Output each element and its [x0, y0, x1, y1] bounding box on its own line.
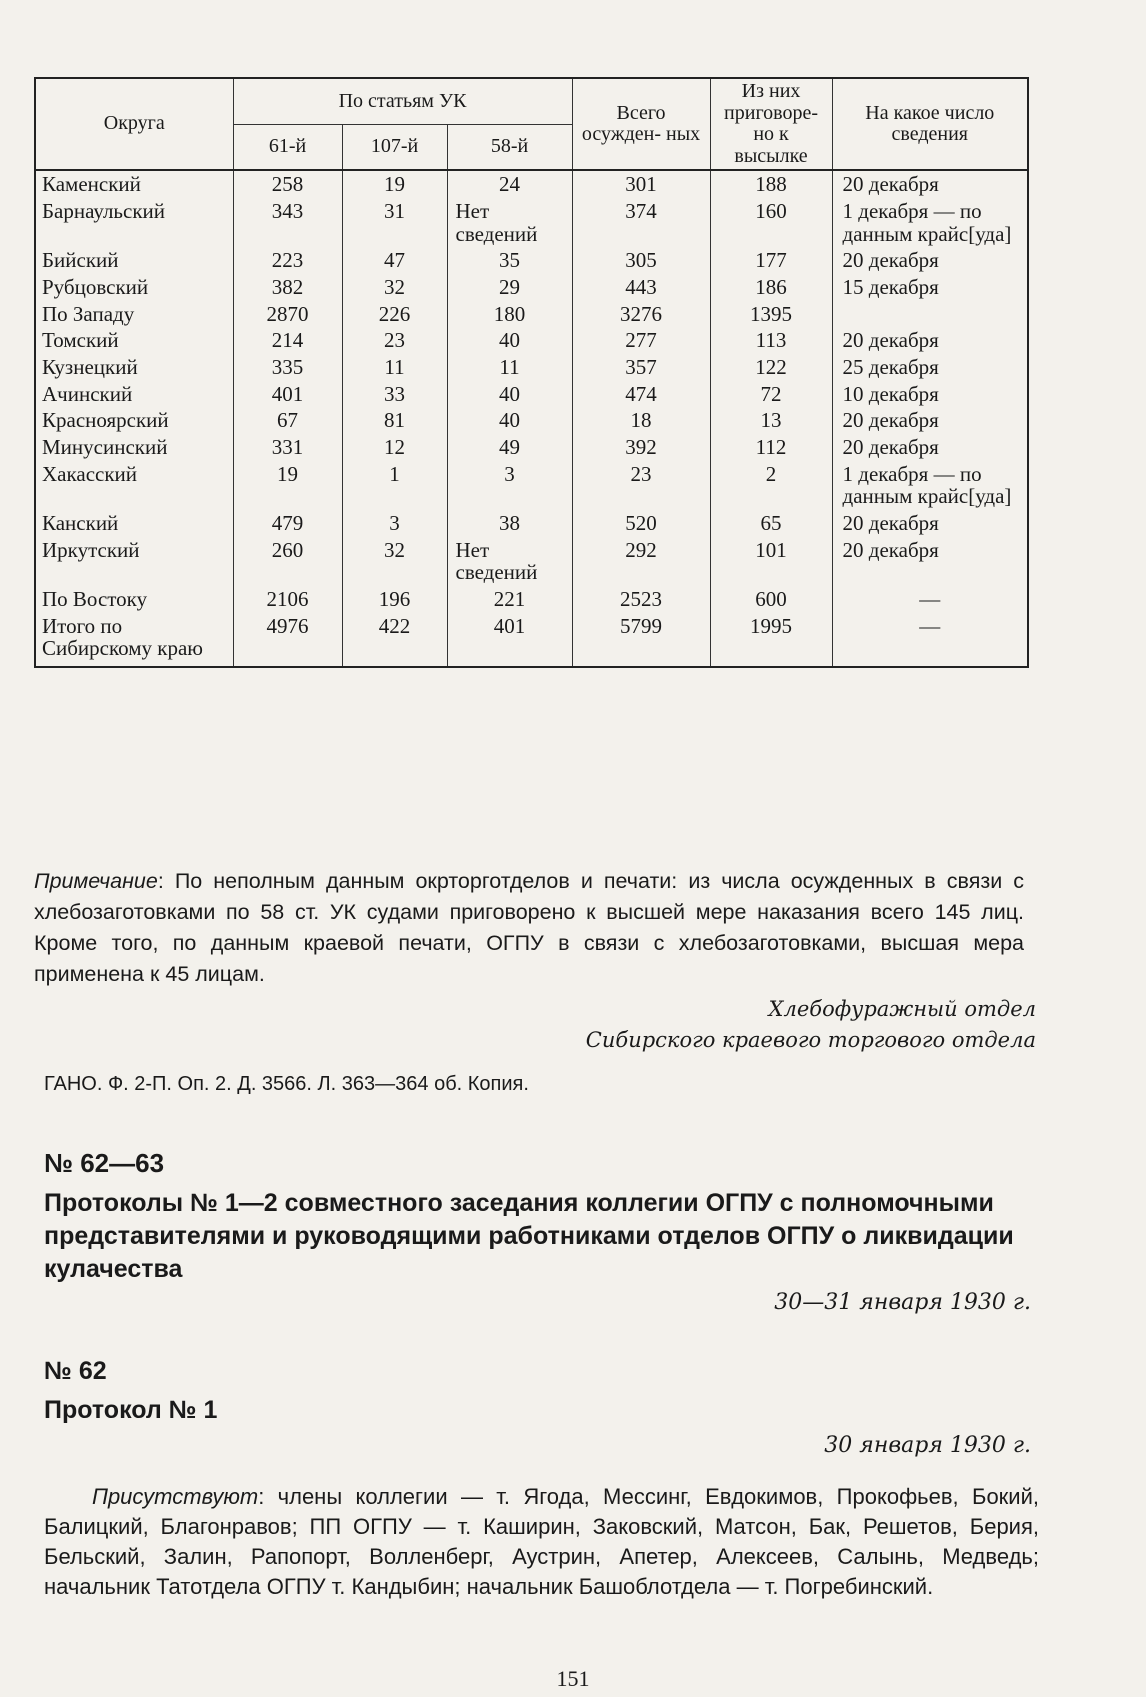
cell-total: 374 [572, 198, 710, 247]
cell-exiled: 13 [710, 407, 832, 434]
header-total: Всего осужден- ных [572, 78, 710, 170]
cell-okrug: По Западу [35, 301, 233, 328]
cell-exiled: 600 [710, 586, 832, 613]
cell-as-of: 20 декабря [832, 434, 1028, 461]
header-okrug: Округа [35, 78, 233, 170]
cell-as-of: 1 декабря — по данным крайс[уда] [832, 461, 1028, 510]
cell-art58: 40 [447, 327, 572, 354]
cell-art61: 260 [233, 537, 342, 586]
cell-as-of: 20 декабря [832, 170, 1028, 198]
cell-total: 292 [572, 537, 710, 586]
cell-total: 520 [572, 510, 710, 537]
cell-as-of: 15 декабря [832, 274, 1028, 301]
cell-okrug: Рубцовский [35, 274, 233, 301]
cell-art61: 479 [233, 510, 342, 537]
attendees-text: : члены коллегии — т. Ягода, Мессинг, Евдокимов, Прокофьев, Бокий, Балицкий, Благонравов; ПП ОГПУ — т. Каширин, Заковский, Матсон, Бак, Решетов, Берия, Бельский, Залин, Рапопорт, Волленберг, Аустрин, Апетер, Алексеев, Салынь, Медведь; начальник Татотдела ОГПУ т. Кандыбин; начальник Башоблотдела — т. Погребинский. [44, 1484, 1039, 1599]
cell-exiled: 177 [710, 247, 832, 274]
cell-total: 23 [572, 461, 710, 510]
document-date: 30—31 января 1930 г. [774, 1290, 1031, 1315]
cell-art58: Нет сведений [447, 537, 572, 586]
cell-exiled: 188 [710, 170, 832, 198]
cell-art107: 422 [342, 613, 447, 667]
cell-art61: 2106 [233, 586, 342, 613]
header-exiled: Из них приговоре- но к высылке [710, 78, 832, 170]
table-note [34, 866, 1024, 990]
header-art58: 58-й [447, 124, 572, 170]
cell-art61: 214 [233, 327, 342, 354]
note-label: Примечание [34, 869, 158, 893]
cell-art107: 3 [342, 510, 447, 537]
table-row [35, 407, 1028, 434]
cell-okrug: Кузнецкий [35, 354, 233, 381]
cell-art107: 31 [342, 198, 447, 247]
signature-line-2: Сибирского краевого торгового отдела [585, 1028, 1036, 1052]
cell-total: 2523 [572, 586, 710, 613]
cell-total: 301 [572, 170, 710, 198]
cell-exiled: 72 [710, 381, 832, 408]
cell-total: 3276 [572, 301, 710, 328]
cell-art58: 38 [447, 510, 572, 537]
cell-okrug: Ачинский [35, 381, 233, 408]
cell-total: 443 [572, 274, 710, 301]
protocol-title: Протокол № 1 [44, 1396, 218, 1424]
cell-art61: 335 [233, 354, 342, 381]
cell-art107: 33 [342, 381, 447, 408]
signature-line-1: Хлебофуражный отдел [768, 997, 1036, 1021]
cell-art58: 221 [447, 586, 572, 613]
cell-art61: 2870 [233, 301, 342, 328]
cell-as-of: 20 декабря [832, 407, 1028, 434]
cell-as-of: — [832, 613, 1028, 667]
cell-art61: 19 [233, 461, 342, 510]
cell-art107: 23 [342, 327, 447, 354]
cell-art58: 29 [447, 274, 572, 301]
table-row [35, 327, 1028, 354]
cell-total: 305 [572, 247, 710, 274]
cell-okrug: Канский [35, 510, 233, 537]
page-number: 151 [556, 1666, 590, 1691]
cell-as-of: 20 декабря [832, 510, 1028, 537]
cell-as-of: 10 декабря [832, 381, 1028, 408]
cell-art107: 32 [342, 274, 447, 301]
cell-as-of: 20 декабря [832, 537, 1028, 586]
cell-art107: 1 [342, 461, 447, 510]
cell-okrug: Хакасский [35, 461, 233, 510]
cell-exiled: 122 [710, 354, 832, 381]
cell-as-of: — [832, 586, 1028, 613]
cell-art58: Нет сведений [447, 198, 572, 247]
cell-art58: 11 [447, 354, 572, 381]
cell-art61: 67 [233, 407, 342, 434]
cell-okrug: Итого по Сибирскому краю [35, 613, 233, 667]
cell-art107: 81 [342, 407, 447, 434]
cell-art107: 32 [342, 537, 447, 586]
cell-total: 392 [572, 434, 710, 461]
cell-art58: 401 [447, 613, 572, 667]
cell-total: 357 [572, 354, 710, 381]
table-row [35, 613, 1028, 667]
table-row [35, 354, 1028, 381]
sub-document-number: № 62 [44, 1357, 107, 1385]
cell-total: 474 [572, 381, 710, 408]
table-row [35, 274, 1028, 301]
cell-okrug: Барнаульский [35, 198, 233, 247]
attendees-paragraph [44, 1482, 1039, 1602]
table-row [35, 434, 1028, 461]
cell-art61: 401 [233, 381, 342, 408]
header-by-articles: По статьям УК [233, 78, 572, 124]
cell-exiled: 65 [710, 510, 832, 537]
cell-exiled: 186 [710, 274, 832, 301]
document-title: Протоколы № 1—2 совместного заседания коллегии ОГПУ с полномочными представителями и руководящими работниками отделов ОГПУ о ликвидации кулачества [44, 1189, 1014, 1283]
table-row [35, 510, 1028, 537]
cell-art61: 223 [233, 247, 342, 274]
cell-art58: 3 [447, 461, 572, 510]
cell-okrug: Минусинский [35, 434, 233, 461]
cell-art61: 382 [233, 274, 342, 301]
cell-exiled: 113 [710, 327, 832, 354]
table-row [35, 381, 1028, 408]
attendees-label: Присутствуют [92, 1484, 259, 1509]
statistics-table-wrapper [34, 77, 1027, 668]
cell-total: 277 [572, 327, 710, 354]
cell-art58: 40 [447, 381, 572, 408]
cell-art61: 258 [233, 170, 342, 198]
table-row [35, 461, 1028, 510]
cell-art61: 4976 [233, 613, 342, 667]
cell-as-of: 25 декабря [832, 354, 1028, 381]
table-row [35, 537, 1028, 586]
cell-okrug: Томский [35, 327, 233, 354]
cell-art107: 226 [342, 301, 447, 328]
cell-exiled: 101 [710, 537, 832, 586]
cell-art61: 343 [233, 198, 342, 247]
cell-art58: 49 [447, 434, 572, 461]
table-row [35, 301, 1028, 328]
document-number: № 62—63 [44, 1148, 165, 1178]
cell-art107: 196 [342, 586, 447, 613]
cell-art107: 12 [342, 434, 447, 461]
cell-art107: 19 [342, 170, 447, 198]
cell-art58: 24 [447, 170, 572, 198]
cell-okrug: Бийский [35, 247, 233, 274]
header-art61: 61-й [233, 124, 342, 170]
header-as-of: На какое число сведения [832, 78, 1028, 170]
cell-art58: 180 [447, 301, 572, 328]
cell-art107: 11 [342, 354, 447, 381]
cell-art61: 331 [233, 434, 342, 461]
table-row [35, 247, 1028, 274]
protocol-date: 30 января 1930 г. [824, 1433, 1031, 1458]
cell-exiled: 2 [710, 461, 832, 510]
cell-okrug: По Востоку [35, 586, 233, 613]
cell-as-of: 20 декабря [832, 327, 1028, 354]
cell-art58: 40 [447, 407, 572, 434]
convictions-table [34, 77, 1029, 668]
cell-exiled: 1995 [710, 613, 832, 667]
cell-exiled: 160 [710, 198, 832, 247]
table-row [35, 198, 1028, 247]
cell-as-of: 1 декабря — по данным крайс[уда] [832, 198, 1028, 247]
cell-total: 18 [572, 407, 710, 434]
note-text: : По неполным данным окрторготделов и печати: из числа осужденных в связи с хлебозаготовками по 58 ст. УК судами приговорено к высшей мере наказания всего 145 лиц. Кроме того, по данным краевой печати, ОГПУ в связи с хлебозаготовками, высшая мера применена к 45 лицам. [34, 869, 1024, 986]
cell-exiled: 1395 [710, 301, 832, 328]
cell-okrug: Каменский [35, 170, 233, 198]
table-body [35, 170, 1028, 667]
table-row [35, 586, 1028, 613]
cell-okrug: Иркутский [35, 537, 233, 586]
cell-as-of: 20 декабря [832, 247, 1028, 274]
cell-total: 5799 [572, 613, 710, 667]
cell-exiled: 112 [710, 434, 832, 461]
signature-block [586, 994, 1036, 1056]
cell-as-of [832, 301, 1028, 328]
archive-reference: ГАНО. Ф. 2-П. Оп. 2. Д. 3566. Л. 363—364 об. Копия. [44, 1073, 529, 1095]
cell-art58: 35 [447, 247, 572, 274]
table-row [35, 170, 1028, 198]
cell-okrug: Красноярский [35, 407, 233, 434]
cell-art107: 47 [342, 247, 447, 274]
header-art107: 107-й [342, 124, 447, 170]
